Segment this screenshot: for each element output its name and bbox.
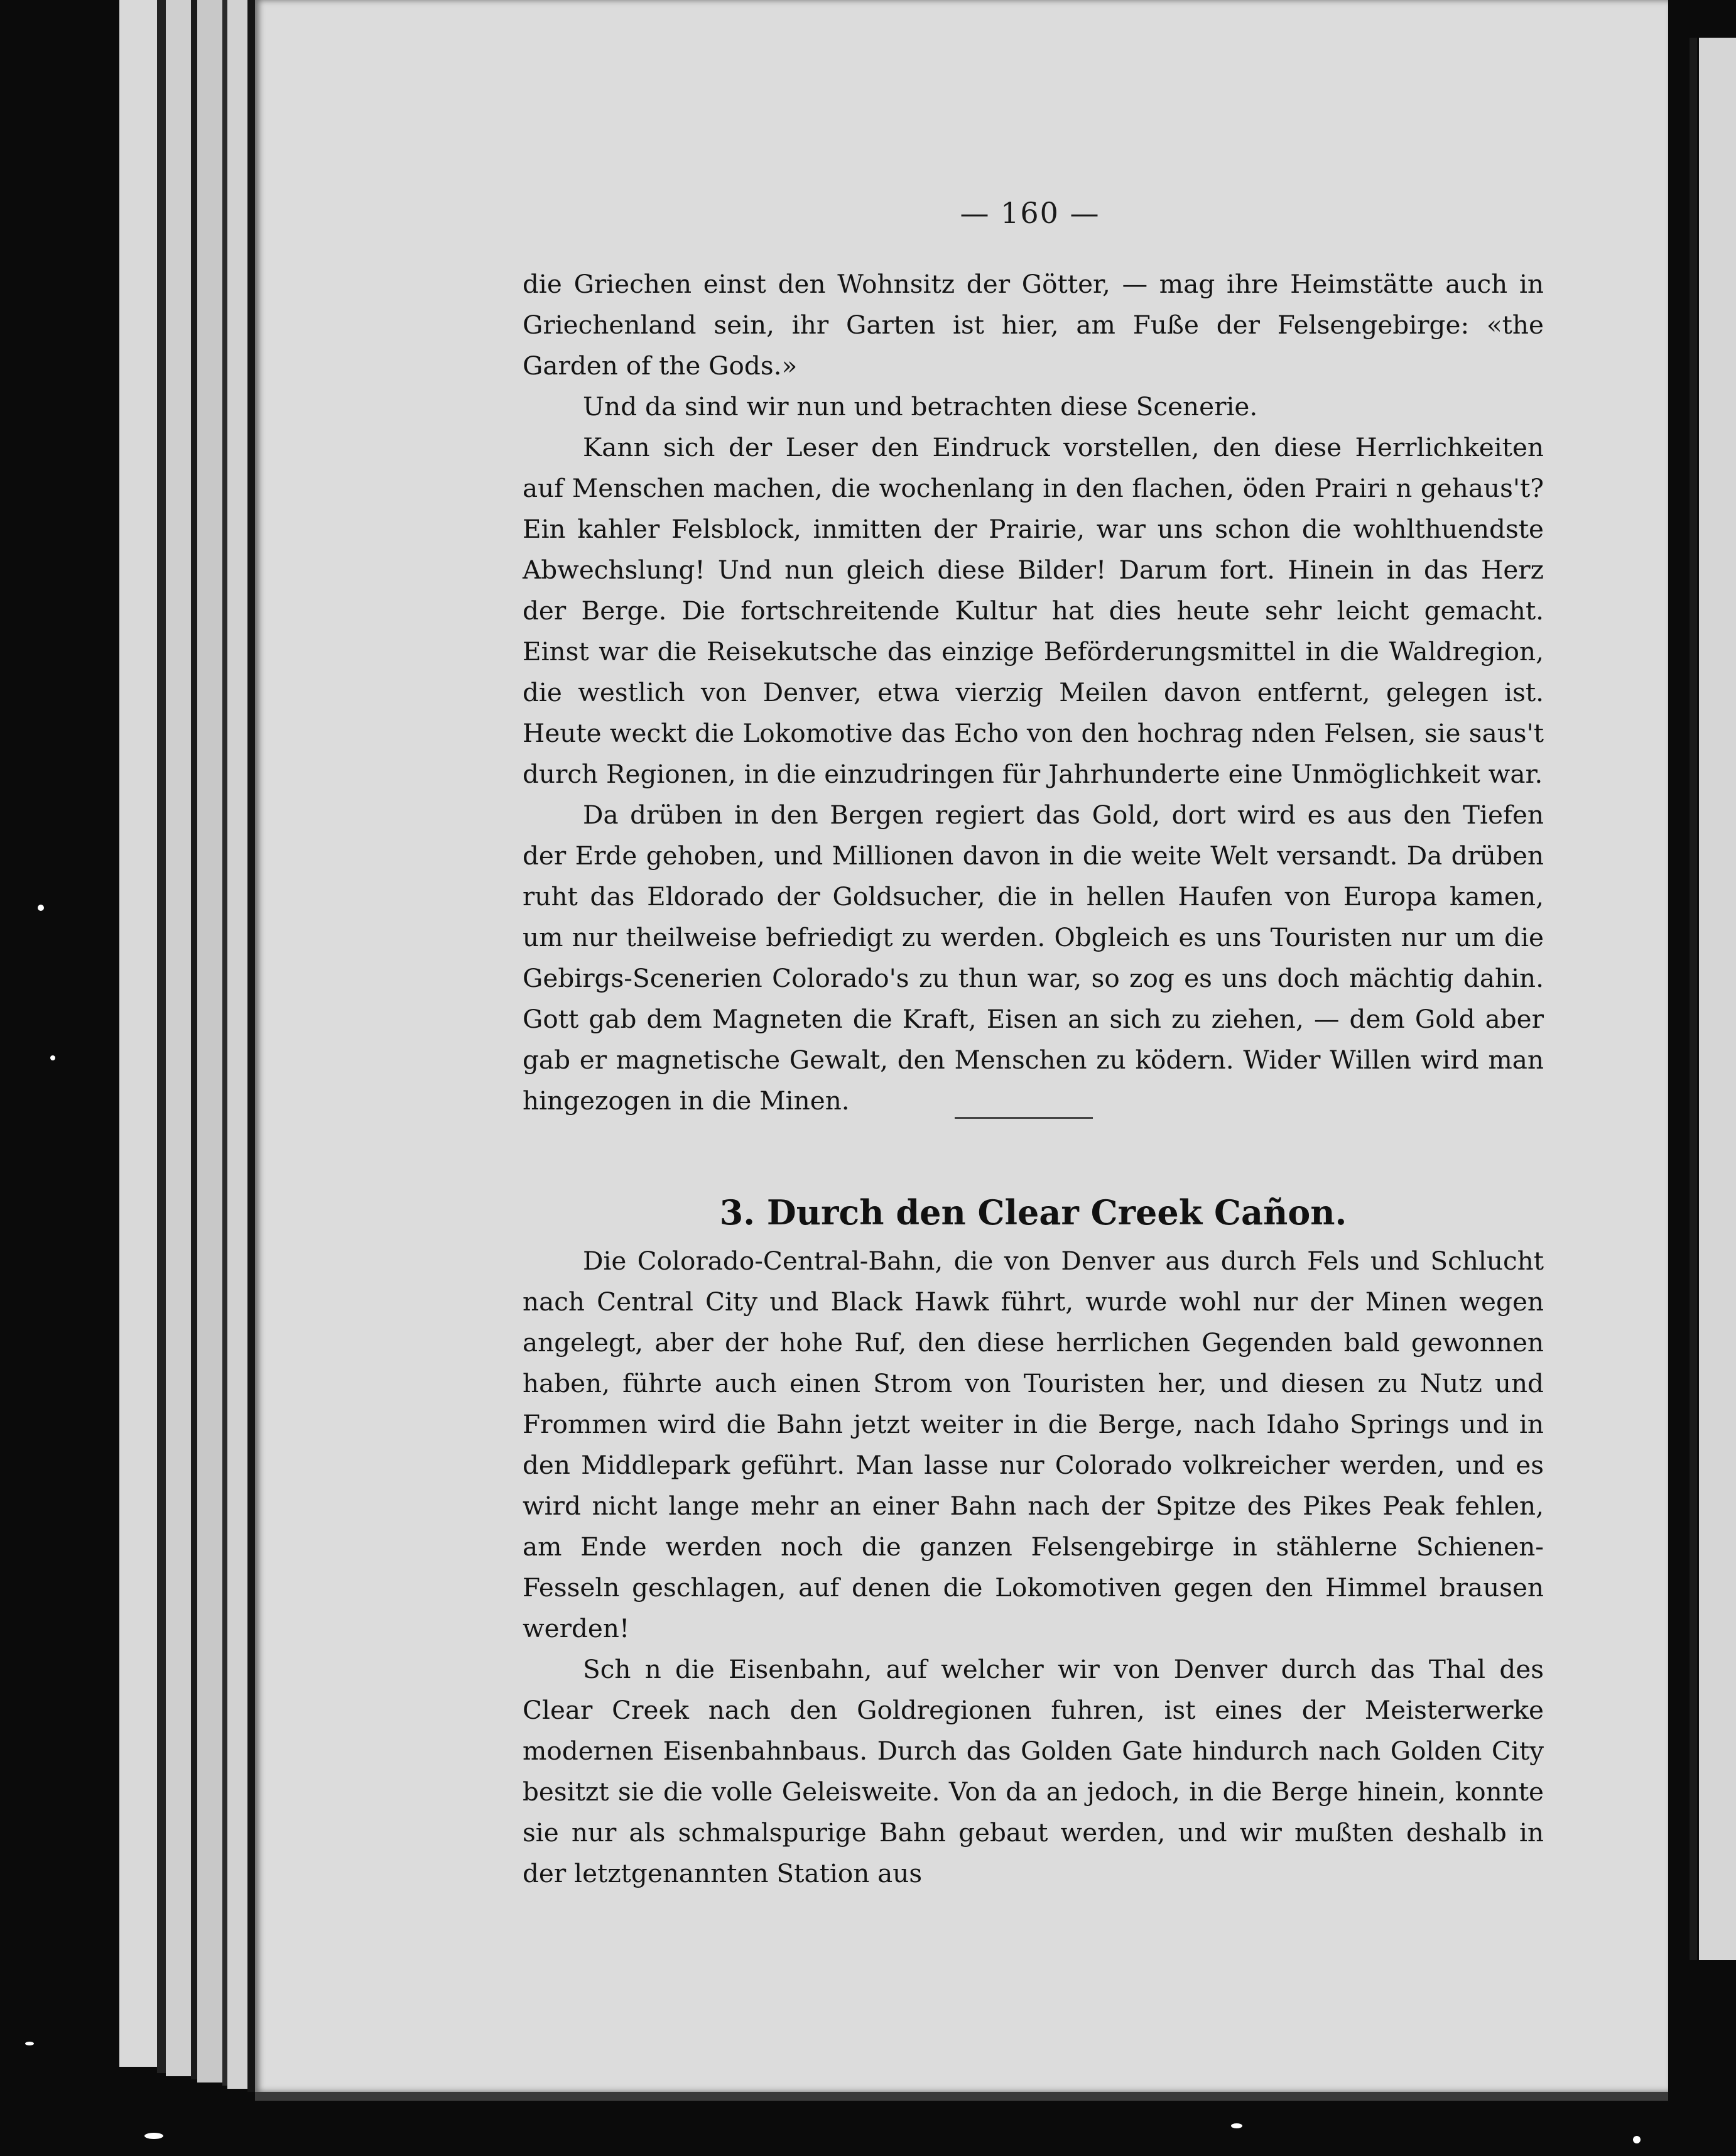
paragraph: die Griechen einst den Wohnsitz der Götter, — mag ihre Heimstätte auch in Griechenland sein, ihr Garten ist hier, am Fuße der Felsengebirge: «the Garden of the Gods.» xyxy=(523,269,1544,381)
scan-speck xyxy=(25,2042,34,2045)
page-edge xyxy=(157,0,166,2073)
section-heading: 3. Durch den Clear Creek Cañon. xyxy=(719,1192,1347,1233)
page-edge xyxy=(222,0,227,2086)
paragraph: Kann sich der Leser den Eindruck vorstellen, den diese Herrlichkeiten auf Menschen machen, die wochenlang in den flachen, öden Prairi n gehaus't? Ein kahler Felsblock, inmitten der Prairie, war uns schon die wohlthuendste Abwechslung! Und nun gleich diese Bilder! Darum fort. Hinein in das Herz der Berge. Die fortschreitende Kultur hat dies heute sehr leicht gemacht. Einst war die Reisekutsche das einzige Beförderungsmittel in die Waldregion, die westlich von Denver, etwa vierzig Meilen davon entfernt, gelegen ist. Heute weckt die Lokomotive das Echo von den hochrag nden Felsen, sie saus't durch Regionen, in die einzudringen für Jahrhunderte eine Unmöglichkeit war. xyxy=(523,432,1544,789)
page-edge xyxy=(119,0,157,2067)
paragraph: Und da sind wir nun und betrachten diese Scenerie. xyxy=(583,391,1258,422)
page-edge xyxy=(197,0,222,2082)
page-edge xyxy=(227,0,247,2089)
page-edge xyxy=(247,0,255,2092)
next-page-shadow xyxy=(1690,38,1697,1960)
scan-speck xyxy=(38,905,44,911)
section-divider xyxy=(955,1117,1093,1119)
scan-speck xyxy=(1231,2123,1242,2128)
page-bottom-edge xyxy=(255,2092,1668,2101)
page-edge xyxy=(191,0,197,2079)
scan-speck xyxy=(144,2133,163,2139)
paragraph: Sch n die Eisenbahn, auf welcher wir von Denver durch das Thal des Clear Creek nach den Goldregionen fuhren, ist eines der Meisterwerke modernen Eisenbahnbaus. Durch das Golden Gate hindurch nach Golden City besitzt sie die volle Geleisweite. Von da an jedoch, in die Berge hinein, konnte sie nur als schmalspurige Bahn gebaut werden, und wir mußten deshalb in der letztgenannten Station aus xyxy=(523,1654,1544,1888)
paragraph: Die Colorado-Central-Bahn, die von Denver aus durch Fels und Schlucht nach Central City und Black Hawk führt, wurde wohl nur der Minen wegen angelegt, aber der hohe Ruf, den diese herrlichen Gegenden bald gewonnen haben, führte auch einen Strom von Touristen her, und diesen zu Nutz und Frommen wird die Bahn jetzt weiter in die Berge, nach Idaho Springs und in den Middlepark geführt. Man lasse nur Colorado volkreicher werden, und es wird nicht lange mehr an einer Bahn nach der Spitze des Pikes Peak fehlen, am Ende werden noch die ganzen Felsengebirge in stählerne Schienen-Fesseln geschlagen, auf denen die Lokomotiven gegen den Himmel brausen werden! xyxy=(523,1246,1544,1643)
next-page-edge xyxy=(1699,38,1736,1960)
paragraph: Da drüben in den Bergen regiert das Gold, dort wird es aus den Tiefen der Erde gehoben, und Millionen davon in die weite Welt versandt. Da drüben ruht das Eldorado der Goldsucher, die in hellen Haufen von Europa kamen, um nur theilweise befriedigt zu werden. Obgleich es uns Touristen nur um die Gebirgs-Scenerien Colorado's zu thun war, so zog es uns doch mächtig dahin. Gott gab dem Magneten die Kraft, Eisen an sich zu ziehen, — dem Gold aber gab er magnetische Gewalt, den Menschen zu ködern. Wider Willen wird man hingezogen in die Minen. xyxy=(523,800,1544,1116)
text-block-2 xyxy=(523,1241,1544,1894)
page-number: — 160 — xyxy=(960,196,1100,230)
scan-speck xyxy=(50,1055,55,1060)
scan-speck xyxy=(1633,2136,1641,2143)
page-edge xyxy=(166,0,191,2076)
text-block-1 xyxy=(523,264,1544,1121)
